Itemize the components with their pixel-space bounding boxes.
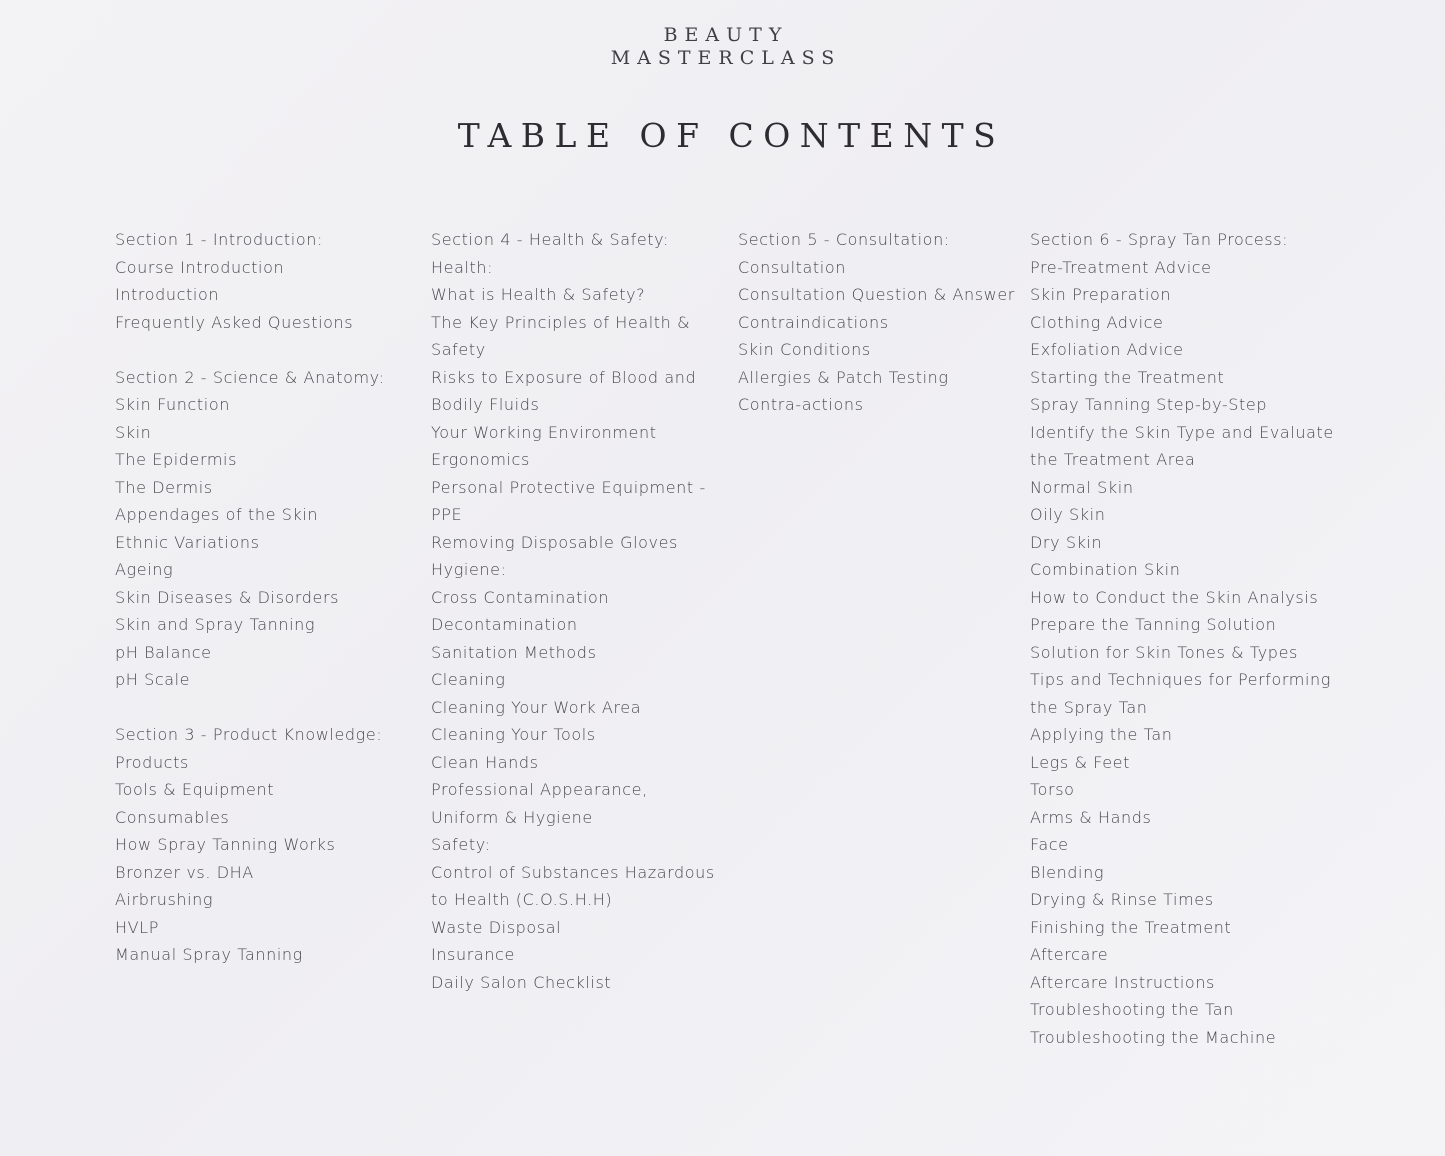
toc-entry: Consumables [115, 807, 230, 827]
toc-section-2 [115, 364, 415, 694]
section-heading: Section 4 - Health & Safety: [431, 230, 670, 249]
toc-entry: Pre-Treatment Advice [1030, 257, 1212, 277]
toc-entry: Ageing [115, 560, 174, 579]
toc-entry: Skin and Spray Tanning [115, 615, 316, 634]
brand-logo [0, 24, 1445, 70]
toc-entry: How to Conduct the Skin Analysis [1030, 587, 1319, 607]
toc-entry: Risks to Exposure of Blood and Bodily Fluids [431, 367, 697, 414]
section-heading: Section 1 - Introduction: [115, 230, 323, 249]
toc-entry: Troubleshooting the Machine [1030, 1027, 1277, 1047]
toc-section-4 [431, 226, 721, 996]
toc-entry: Ergonomics [431, 450, 530, 469]
toc-entry: Contra-actions [738, 395, 864, 414]
toc-entry: Arms & Hands [1030, 807, 1152, 827]
toc-entry: Tools & Equipment [115, 780, 275, 799]
toc-entry: Legs & Feet [1030, 752, 1130, 772]
toc-entry: Solution for Skin Tones & Types [1030, 642, 1298, 662]
toc-entry: Skin Preparation [1030, 285, 1172, 304]
toc-entry: Safety: [431, 835, 491, 854]
toc-entry: Allergies & Patch Testing [738, 367, 949, 387]
toc-section-1 [115, 226, 415, 336]
toc-entry: Blending [1030, 862, 1105, 882]
toc-entry: The Dermis [115, 477, 213, 497]
page-title: TABLE OF CONTENTS [457, 116, 1006, 155]
toc-entry: Combination Skin [1030, 560, 1181, 579]
toc-entry: Course Introduction [115, 257, 285, 277]
toc-entry: Airbrushing [115, 890, 214, 909]
toc-entry: Sanitation Methods [431, 642, 597, 662]
toc-entry: Consultation Question & Answer [738, 285, 1015, 304]
toc-column-2 [431, 226, 721, 996]
toc-entry: Health: [431, 257, 494, 277]
toc-entry: Cleaning [431, 670, 506, 689]
toc-entry: Consultation [738, 257, 846, 277]
toc-section-5 [738, 226, 1023, 419]
toc-entry: pH Scale [115, 670, 191, 689]
toc-entry: Cross Contamination [431, 587, 610, 607]
toc-entry: Insurance [431, 945, 515, 964]
toc-entry: Cleaning Your Tools [431, 725, 596, 744]
toc-entry: Normal Skin [1030, 477, 1134, 497]
toc-entry: Face [1030, 835, 1069, 854]
toc-entry: the Spray Tan [1030, 697, 1148, 717]
toc-entry: Products [115, 752, 189, 772]
brand-name-line-2: MASTERCLASS [610, 47, 842, 69]
toc-entry: Professional Appearance, Uniform & Hygiene [431, 780, 648, 827]
toc-entry: Exfoliation Advice [1030, 340, 1184, 359]
toc-entry: Aftercare Instructions [1030, 972, 1215, 992]
toc-entry: Aftercare [1030, 945, 1109, 964]
toc-entry: Daily Salon Checklist [431, 972, 612, 992]
toc-entry: Manual Spray Tanning [115, 945, 303, 964]
toc-entry: Frequently Asked Questions [115, 312, 354, 332]
toc-entry: pH Balance [115, 642, 212, 662]
toc-entry: Troubleshooting the Tan [1030, 1000, 1234, 1019]
section-heading: Section 6 - Spray Tan Process: [1030, 230, 1289, 249]
toc-section-6 [1030, 226, 1360, 1051]
toc-entry: Appendages of the Skin [115, 505, 319, 524]
toc-entry: Drying & Rinse Times [1030, 890, 1214, 909]
toc-entry: Bronzer vs. DHA [115, 862, 254, 882]
toc-column-4 [1030, 226, 1360, 1051]
toc-entry: How Spray Tanning Works [115, 835, 336, 854]
toc-entry: Dry Skin [1030, 532, 1103, 552]
toc-entry: Applying the Tan [1030, 725, 1173, 744]
section-heading: Section 3 - Product Knowledge: [115, 725, 383, 744]
toc-entry: Tips and Techniques for Performing [1030, 670, 1331, 689]
toc-section-3 [115, 721, 415, 969]
toc-entry: Finishing the Treatment [1030, 917, 1232, 937]
toc-entry: Skin [115, 422, 152, 442]
toc-entry: Introduction [115, 285, 220, 304]
toc-entry: Clothing Advice [1030, 312, 1164, 332]
toc-entry: Waste Disposal [431, 917, 562, 937]
brand-name-line-1: BEAUTY [663, 24, 789, 46]
toc-entry: the Treatment Area [1030, 450, 1196, 469]
toc-entry: Oily Skin [1030, 505, 1106, 524]
toc-entry: Hygiene: [431, 560, 507, 579]
toc-entry: Starting the Treatment [1030, 367, 1225, 387]
toc-entry: The Key Principles of Health & Safety [431, 312, 691, 359]
toc-entry: Skin Function [115, 395, 230, 414]
toc-entry: What is Health & Safety? [431, 285, 646, 304]
toc-entry: Clean Hands [431, 752, 539, 772]
toc-entry: HVLP [115, 917, 159, 937]
toc-entry: Contraindications [738, 312, 889, 332]
toc-entry: Your Working Environment [431, 422, 657, 442]
toc-column-3 [738, 226, 1023, 419]
toc-entry: Decontamination [431, 615, 578, 634]
toc-entry: The Epidermis [115, 450, 238, 469]
toc-entry: Torso [1030, 780, 1075, 799]
toc-entry: Identify the Skin Type and Evaluate [1030, 422, 1334, 442]
section-heading: Section 5 - Consultation: [738, 230, 950, 249]
toc-entry: Skin Conditions [738, 340, 871, 359]
section-heading: Section 2 - Science & Anatomy: [115, 367, 385, 387]
toc-entry: Ethnic Variations [115, 532, 260, 552]
toc-entry: Skin Diseases & Disorders [115, 587, 340, 607]
toc-entry: Spray Tanning Step-by-Step [1030, 395, 1268, 414]
toc-entry: Prepare the Tanning Solution [1030, 615, 1277, 634]
toc-entry: Removing Disposable Gloves [431, 532, 678, 552]
toc-entry: Cleaning Your Work Area [431, 697, 642, 717]
toc-column-1 [115, 226, 415, 969]
toc-entry: Personal Protective Equipment - PPE [431, 477, 706, 524]
toc-entry: Control of Substances Hazardous to Health (C.O.S.H.H) [431, 862, 715, 909]
